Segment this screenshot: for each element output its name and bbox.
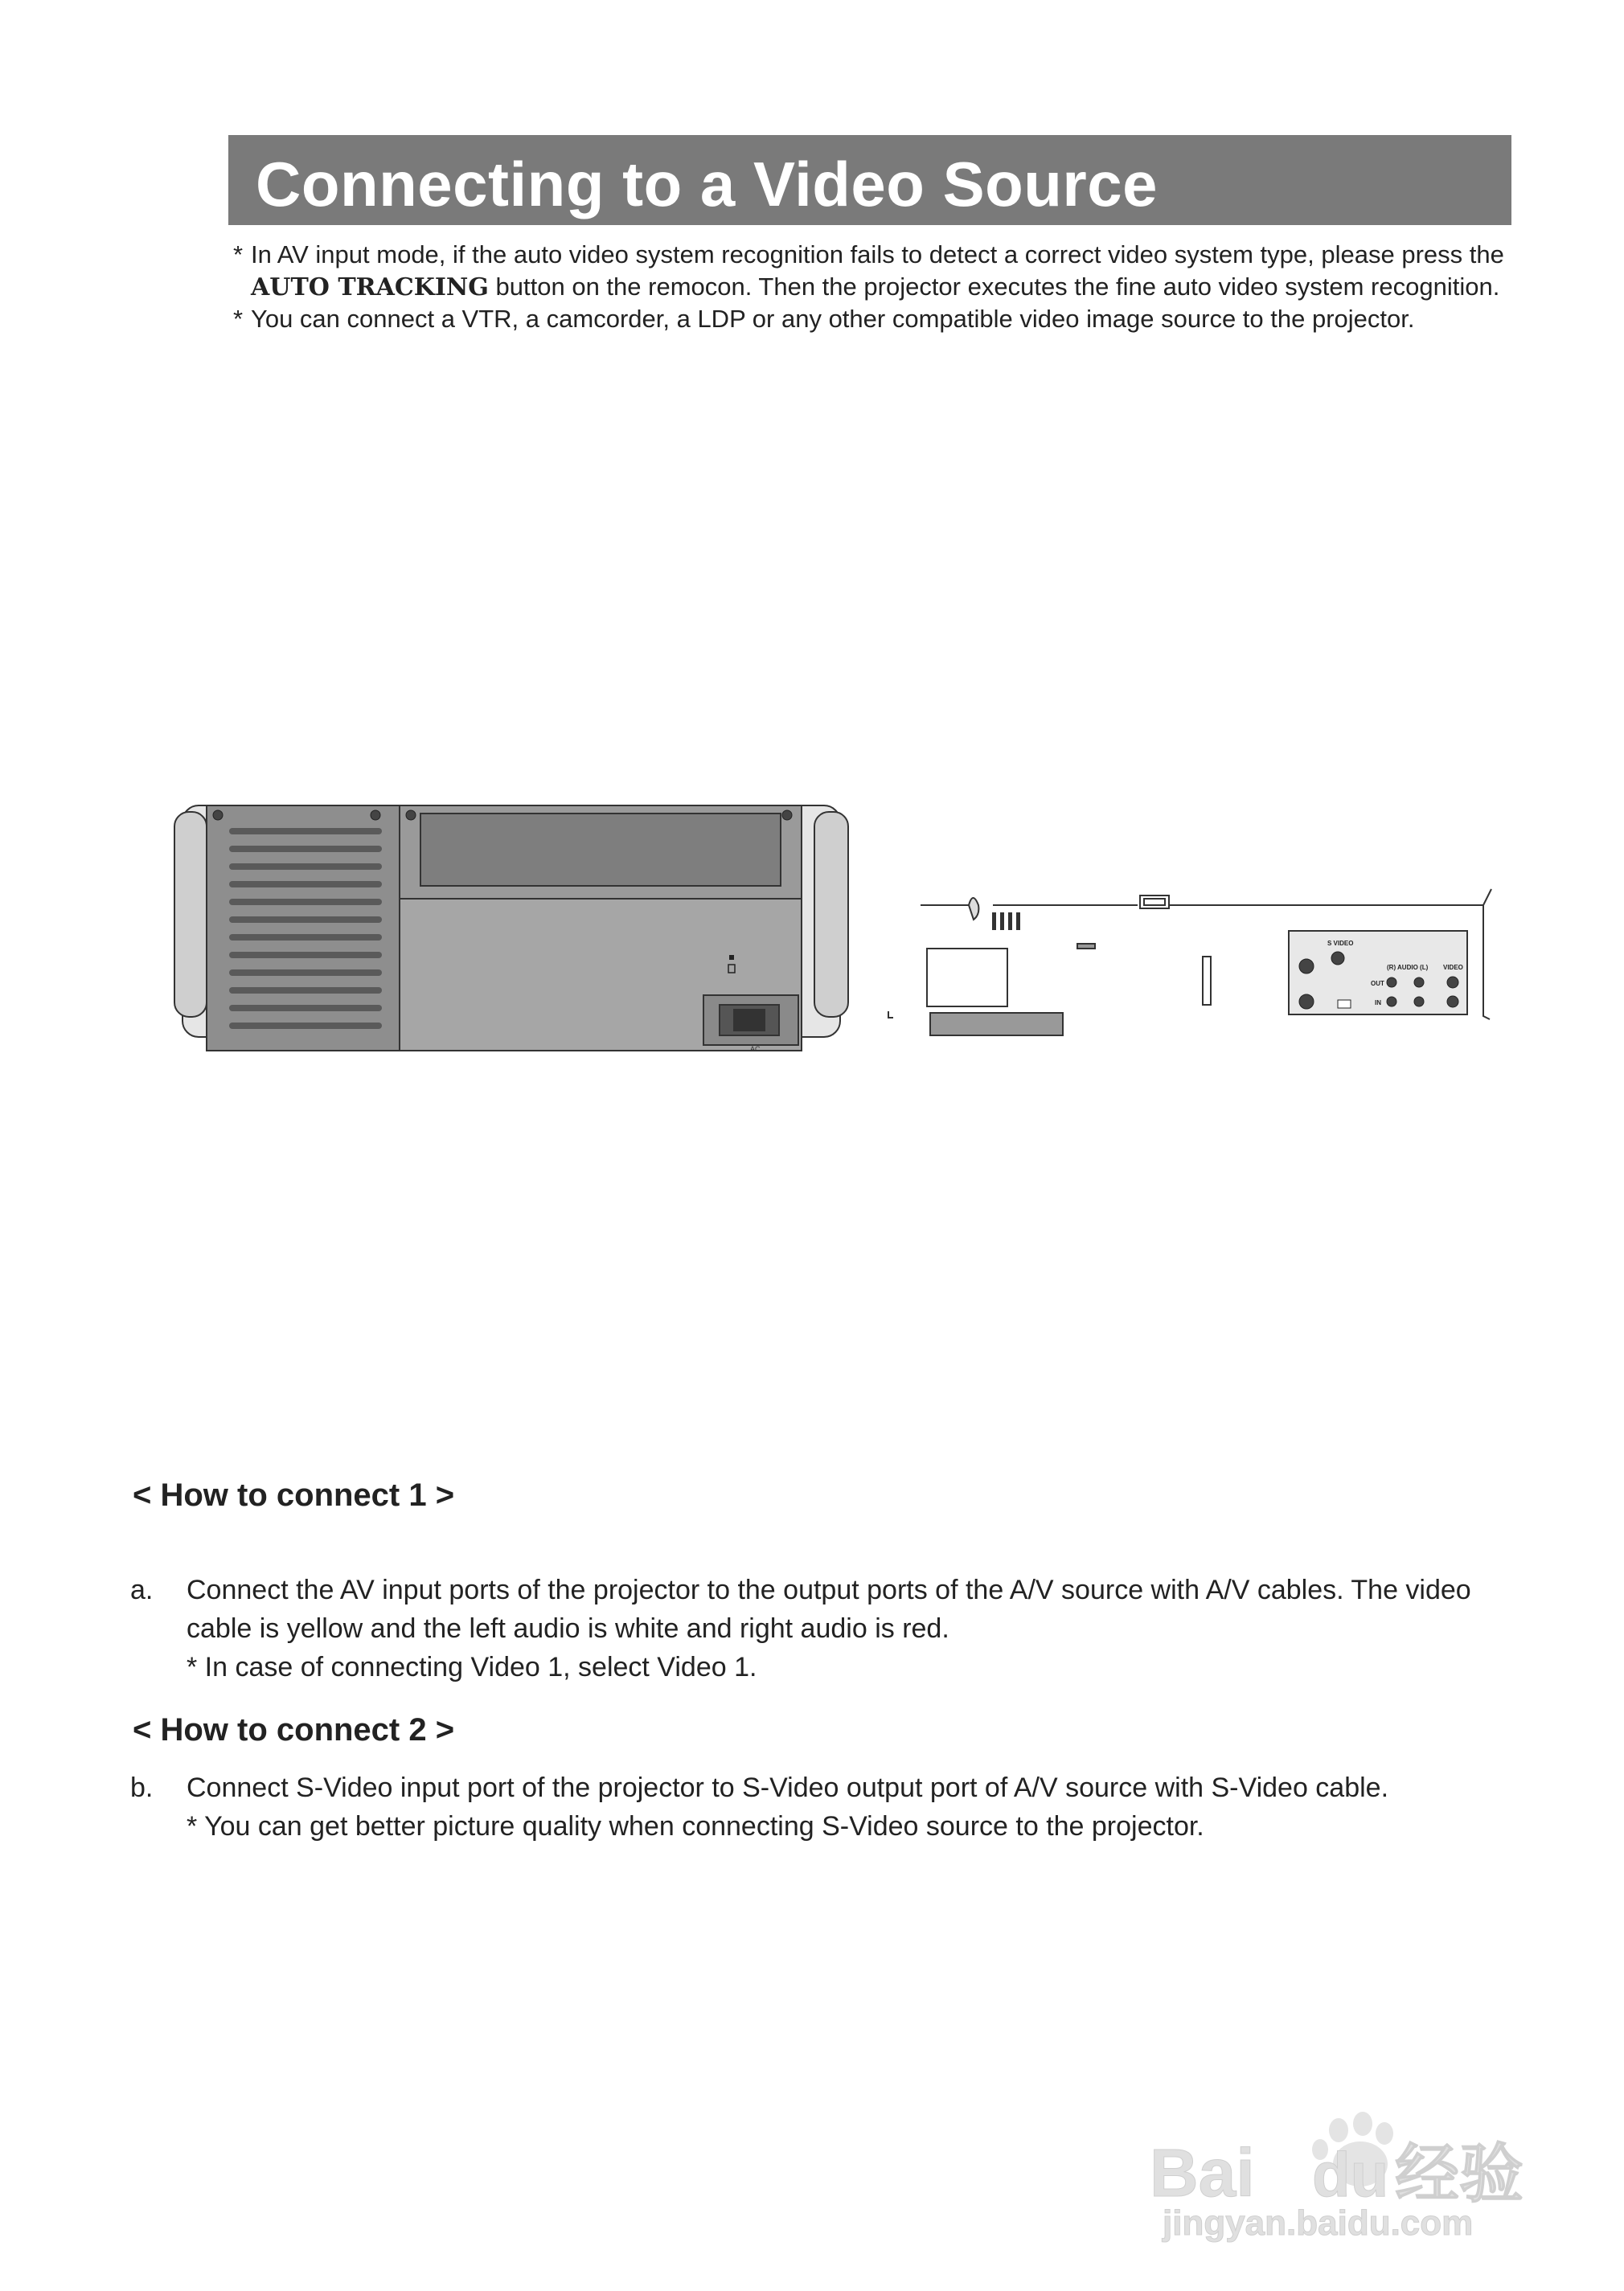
step-a-label: a. <box>130 1575 154 1605</box>
note-1-text-rest: button on the remocon. Then the projector executes the fine auto video system recognition. <box>495 273 1500 301</box>
connection-diagram <box>165 796 1515 1069</box>
note-2-star: * <box>233 305 244 333</box>
note-2-text: You can connect a VTR, a camcorder, a LDP or any other compatible video image source to the projector. <box>251 305 1415 333</box>
vcr-out-label: OUT <box>1371 980 1384 987</box>
vcr-video-label: VIDEO <box>1443 964 1463 971</box>
auto-tracking-label: AUTO TRACKING <box>251 273 489 301</box>
step-b-label: b. <box>130 1773 154 1803</box>
note-1-line-2 <box>251 271 1499 304</box>
how-to-connect-2-heading: < How to connect 2 > <box>133 1712 455 1748</box>
vcr-in-label: IN <box>1375 999 1381 1006</box>
watermark-brand: Bai <box>1150 2135 1255 2211</box>
step-a-line-3: * In case of connecting Video 1, select Video 1. <box>187 1652 757 1682</box>
watermark-brand-du: du <box>1312 2139 1389 2210</box>
step-a-text-1: Connect the AV input ports of the projector to the output ports of the A/V source with A/V cables. The video <box>187 1575 1471 1605</box>
baidu-watermark <box>1134 2106 1552 2243</box>
step-a-line-2: cable is yellow and the left audio is white and right audio is red. <box>187 1613 949 1644</box>
ac-label: AC <box>750 1045 761 1053</box>
note-1-text: In AV input mode, if the auto video system recognition fails to detect a correct video system type, please press the <box>251 240 1504 268</box>
page-title: Connecting to a Video Source <box>256 149 1159 219</box>
step-a-line-1 <box>130 1571 1471 1609</box>
watermark-url: jingyan.baidu.com <box>1163 2203 1474 2243</box>
vcr-audio-label: (R) AUDIO (L) <box>1387 964 1429 971</box>
title-bar <box>228 135 1511 225</box>
how-to-connect-1-heading: < How to connect 1 > <box>133 1477 455 1513</box>
note-1-star: * <box>233 240 244 268</box>
vcr-s-video-label: S VIDEO <box>1327 940 1354 947</box>
step-b-text-1: Connect S-Video input port of the projector to S-Video output port of A/V source with S-Video cable. <box>187 1773 1389 1803</box>
step-b-line-2: * You can get better picture quality when connecting S-Video source to the projector. <box>187 1811 1204 1842</box>
projector-rear-panel <box>174 805 848 1051</box>
note-1-line-1 <box>233 239 1504 271</box>
watermark-cn: 经验 <box>1395 2138 1524 2210</box>
step-b-line-1 <box>130 1768 1389 1807</box>
note-2 <box>233 303 1415 335</box>
vcr-outline <box>888 889 1491 1035</box>
